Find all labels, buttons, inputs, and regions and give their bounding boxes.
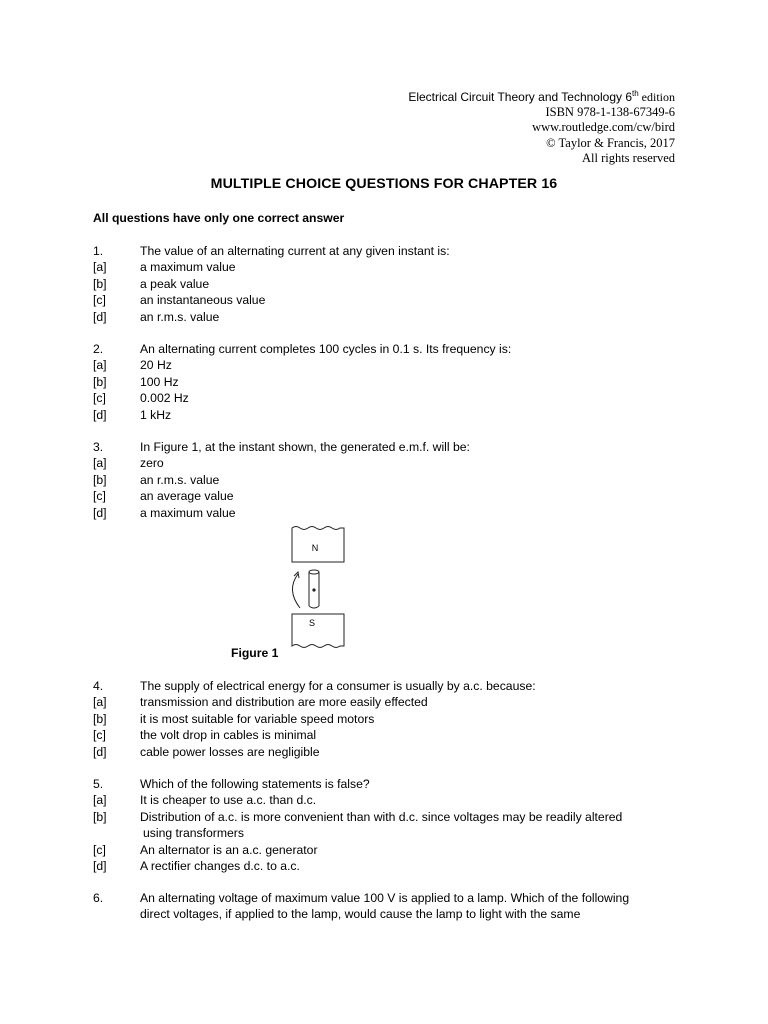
isbn: ISBN 978-1-138-67349-6 [545,105,675,120]
rights-reserved: All rights reserved [581,150,675,165]
option-c: [c] the volt drop in cables is minimal [93,728,317,743]
page-title: MULTIPLE CHOICE QUESTIONS FOR CHAPTER 16 [210,176,558,192]
option-b: [b] an r.m.s. value [93,472,220,487]
question-3 [93,439,693,521]
option-a: [a] zero [93,456,164,471]
option-d: [d] a maximum value [93,505,236,520]
question-6 [93,890,693,923]
option-b-continued: using transformers [143,826,244,841]
question-4 [93,678,693,760]
book-title-line: Electrical Circuit Theory and Technology 6th edition [408,89,675,104]
option-a: [a] It is cheaper to use a.c. than d.c. [93,793,317,808]
copyright: © Taylor & Francis, 2017 [546,135,675,150]
question-stem: 6. An alternating voltage of maximum value 100 V is applied to a lamp. Which of the following [93,891,630,905]
question-stem: 2. An alternating current completes 100 cycles in 0.1 s. Its frequency is: [93,342,512,356]
question-1 [93,243,693,325]
option-a: [a] transmission and distribution are more easily effected [93,695,428,710]
document-header [408,86,675,166]
option-d: [d] A rectifier changes d.c. to a.c. [93,858,300,873]
instruction-note: All questions have only one correct answer [93,211,345,225]
magnet-coil-svg [282,524,362,654]
north-pole-label: N [311,543,319,553]
question-stem: 4. The supply of electrical energy for a consumer is usually by a.c. because: [93,679,536,693]
option-d: [d] 1 kHz [93,407,172,422]
rotation-arrow [292,574,300,608]
question-stem: 1. The value of an alternating current at any given instant is: [93,244,450,258]
question-5 [93,776,693,874]
south-pole-shape [292,614,344,648]
option-c: [c] An alternator is an a.c. generator [93,842,318,857]
option-b: [b] Distribution of a.c. is more convenient than with d.c. since voltages may be readily altered [93,809,623,824]
south-pole-label: S [308,618,316,628]
option-d: [d] cable power losses are negligible [93,744,320,759]
option-c: [c] an average value [93,489,234,504]
option-b: [b] a peak value [93,276,210,291]
option-b: [b] it is most suitable for variable speed motors [93,711,375,726]
figure-caption: Figure 1 [231,646,279,660]
figure-1-generator-diagram [282,524,362,654]
question-stem: 5. Which of the following statements is false? [93,777,370,791]
option-a: [a] 20 Hz [93,358,172,373]
website-link[interactable]: www.routledge.com/cw/bird [532,120,675,135]
conductor-top [309,570,319,574]
option-d: [d] an r.m.s. value [93,309,220,324]
option-b: [b] 100 Hz [93,374,179,389]
conductor-dot [312,588,315,591]
conductor-bottom [309,606,319,608]
option-c: [c] an instantaneous value [93,293,266,308]
question-stem: 3. In Figure 1, at the instant shown, the generated e.m.f. will be: [93,440,470,454]
question-stem-continued: direct voltages, if applied to the lamp, would cause the lamp to light with the same [140,907,581,922]
option-c: [c] 0.002 Hz [93,391,189,406]
question-2 [93,341,693,423]
option-a: [a] a maximum value [93,260,236,275]
